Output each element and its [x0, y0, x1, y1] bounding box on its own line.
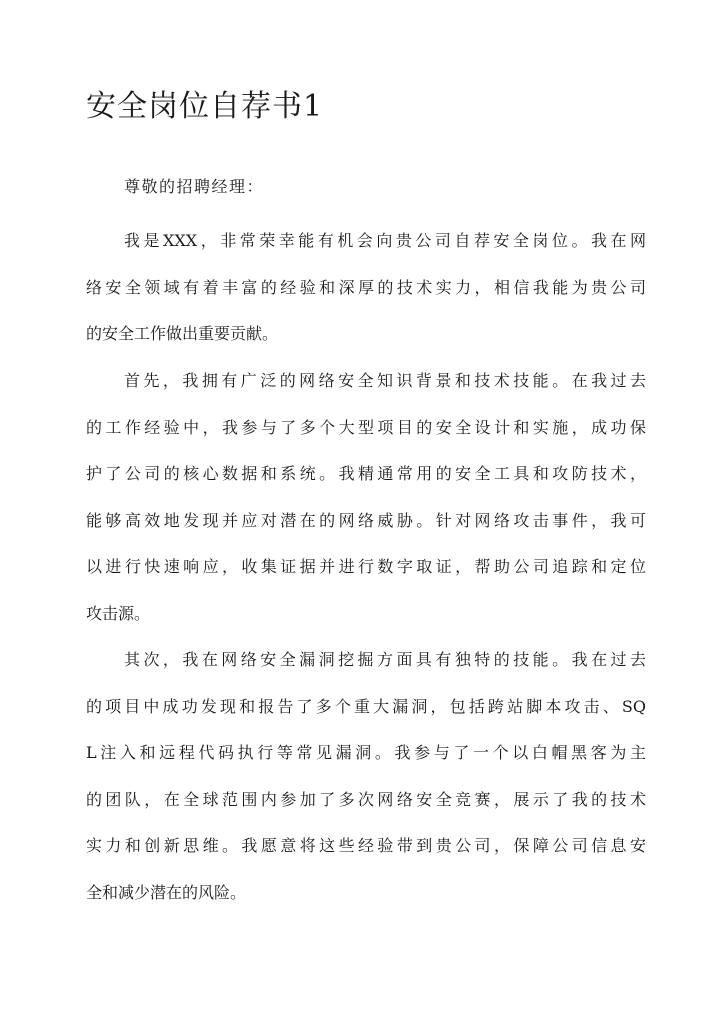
paragraph-line: 能够高效地发现并应对潜在的网络威胁。针对网络攻击事件，我可: [86, 510, 646, 530]
paragraph-line: 的团队，在全球范围内参加了多次网络安全竞赛，展示了我的技术: [86, 789, 646, 809]
paragraph-line: 全和减少潜在的风险。: [86, 882, 247, 902]
paragraph-line: 的工作经验中，我参与了多个大型项目的安全设计和实施，成功保: [86, 417, 646, 437]
paragraph-line: 护了公司的核心数据和系统。我精通常用的安全工具和攻防技术，: [86, 464, 646, 483]
salutation: 尊敬的招聘经理：: [124, 177, 265, 196]
paragraph-line: 首先，我拥有广泛的网络安全知识背景和技术技能。在我过去: [124, 371, 646, 390]
paragraph-line: 其次，我在网络安全漏洞挖掘方面具有独特的技能。我在过去: [124, 650, 646, 669]
paragraph-line: 以进行快速响应，收集证据并进行数字取证，帮助公司追踪和定位: [86, 557, 646, 576]
paragraph-line: 实力和创新思维。我愿意将这些经验带到贵公司，保障公司信息安: [86, 836, 646, 855]
paragraph-vulnerability-skills: [86, 637, 646, 916]
paragraph-line: 我是XXX，非常荣幸能有机会向贵公司自荐安全岗位。我在网: [124, 231, 646, 250]
paragraph-line: 的安全工作做出重要贡献。: [86, 324, 279, 343]
paragraph-experience: [86, 358, 646, 637]
paragraph-line: 的项目中成功发现和报告了多个重大漏洞，包括跨站脚本攻击、SQ: [86, 696, 646, 716]
document-title: 安全岗位自荐书1: [86, 89, 324, 124]
paragraph-line: 络安全领域有着丰富的经验和深厚的技术实力，相信我能为贵公司: [86, 277, 646, 297]
paragraph-line: L注入和远程代码执行等常见漏洞。我参与了一个以白帽黑客为主: [86, 743, 646, 762]
paragraph-line: 攻击源。: [86, 603, 151, 623]
paragraph-introduction: [86, 218, 646, 358]
